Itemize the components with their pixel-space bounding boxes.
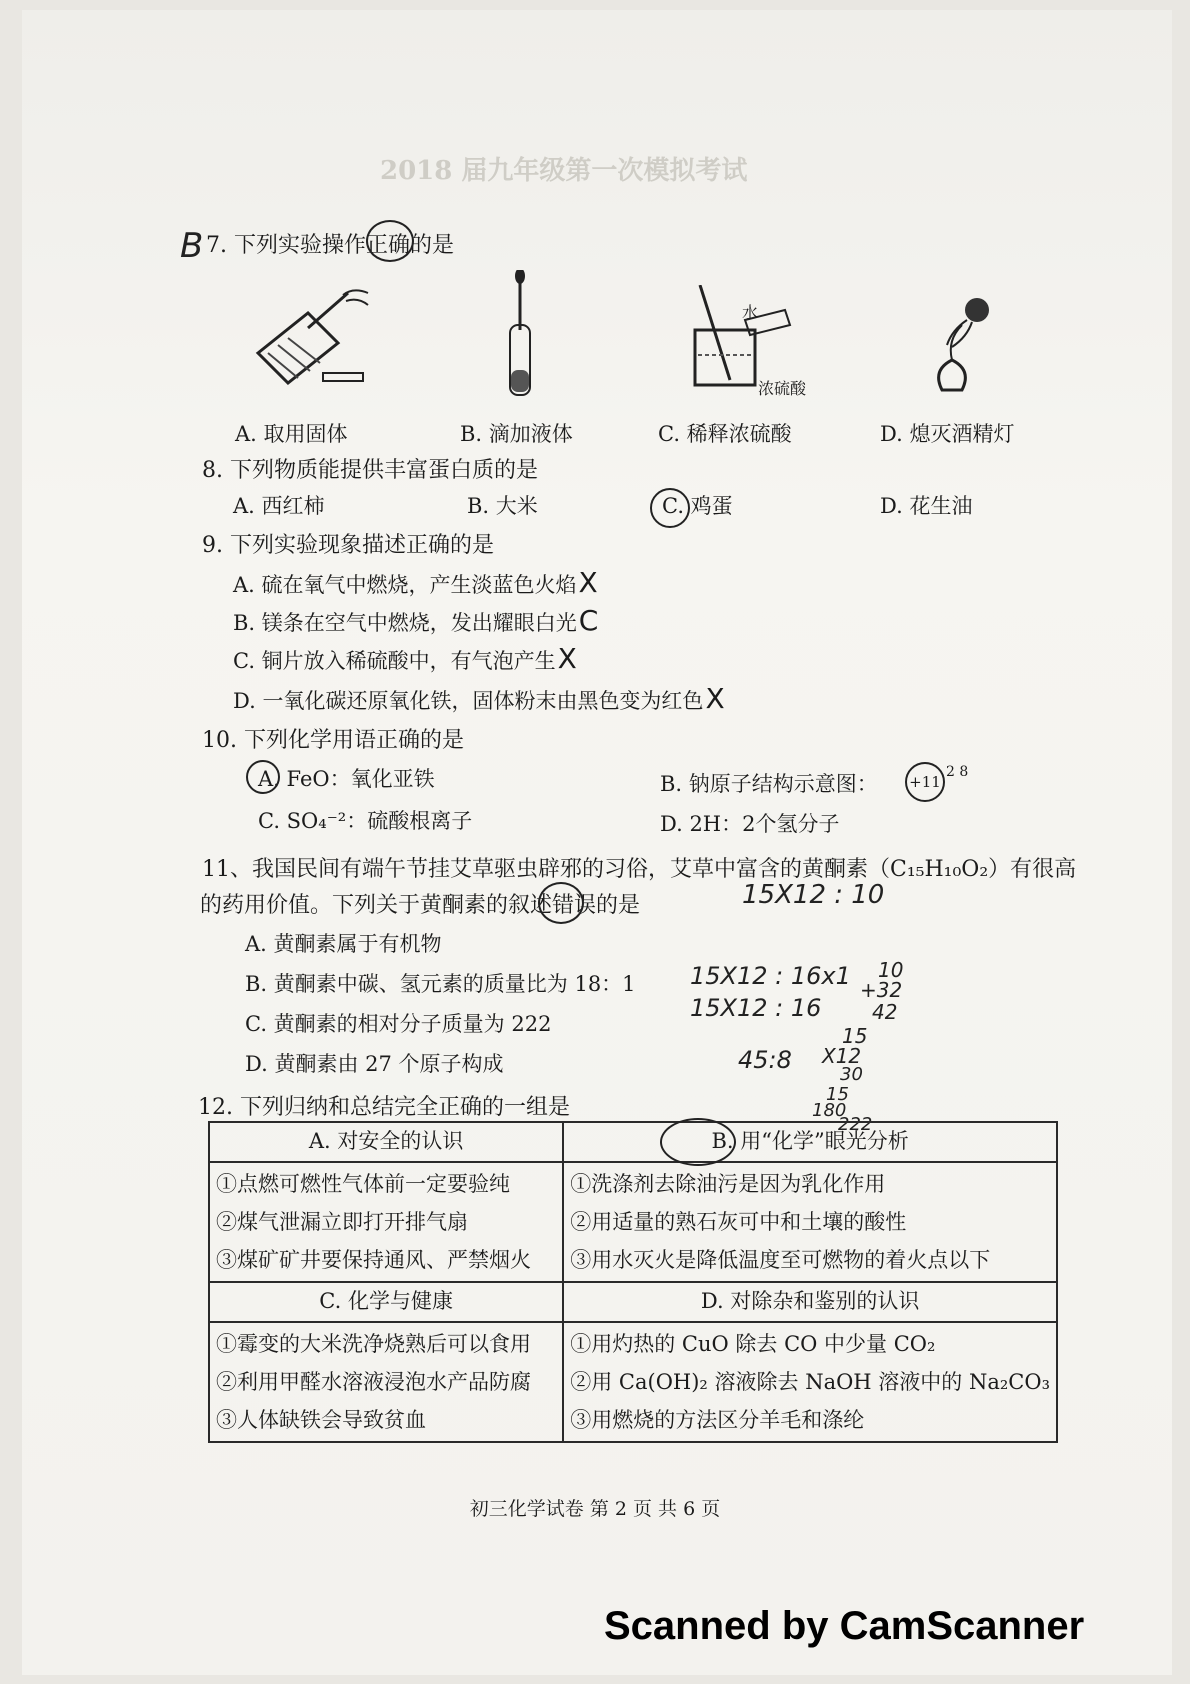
q8-option-c: C. 鸡蛋 <box>662 494 733 518</box>
q9-option-c: C. 铜片放入稀硫酸中，有气泡产生X <box>233 642 577 675</box>
atom-nucleus: +11 <box>905 762 945 802</box>
q7-option-d: D. 熄灭酒精灯 <box>880 422 1015 446</box>
list-item: ③煤矿矿井要保持通风、严禁烟火 <box>216 1248 531 1272</box>
answer-annotation: B <box>180 226 204 266</box>
handwritten-work: 15X12 : 10 <box>742 880 885 910</box>
pen-circle <box>650 488 690 528</box>
list-item: ②利用甲醛水溶液浸泡水产品防腐 <box>216 1370 531 1394</box>
question-11-stem-line2: 的药用价值。下列关于黄酮素的叙述错误的是 <box>200 893 641 918</box>
table-cell-d <box>563 1322 1057 1442</box>
q9-option-a: A. 硫在氧气中燃烧，产生淡蓝色火焰X <box>233 566 598 599</box>
figure-drop-liquid <box>500 270 540 400</box>
list-item: ②用 Ca(OH)₂ 溶液除去 NaOH 溶液中的 Na₂CO₃ <box>570 1370 1050 1394</box>
faded-heading: 2018 届九年级第一次模拟考试 <box>380 156 748 186</box>
handwritten-work: 222 <box>838 1114 873 1135</box>
scanner-watermark: Scanned by CamScanner <box>604 1604 1085 1648</box>
atom-shells: 2 8 <box>946 764 969 780</box>
q11-option-d: D. 黄酮素由 27 个原子构成 <box>245 1052 504 1076</box>
question-10-stem: 10. 下列化学用语正确的是 <box>202 728 464 753</box>
figure-take-solid <box>248 283 378 393</box>
table-header-b: B. 用“化学”眼光分析 <box>563 1122 1057 1162</box>
handwritten-work: 30 <box>840 1064 863 1085</box>
figure-alcohol-lamp <box>912 290 1012 400</box>
handwritten-work: 15X12 : 16 <box>690 994 822 1022</box>
pen-mark: X <box>578 566 598 599</box>
pen-circle <box>538 882 584 924</box>
label-conc-acid: 浓硫酸 <box>758 379 807 398</box>
q11-option-a: A. 黄酮素属于有机物 <box>245 932 442 956</box>
handwritten-work: +32 <box>860 978 903 1002</box>
pen-circle <box>366 220 414 262</box>
pen-circle <box>660 1118 736 1166</box>
table-cell-b <box>563 1162 1057 1282</box>
q7-option-b: B. 滴加液体 <box>460 422 573 446</box>
q9-option-b: B. 镁条在空气中燃烧，发出耀眼白光C <box>233 604 599 637</box>
list-item: ①霉变的大米洗净烧熟后可以食用 <box>216 1332 531 1356</box>
list-item: ③用水灭火是降低温度至可燃物的着火点以下 <box>570 1248 991 1272</box>
pen-mark: X <box>557 642 577 675</box>
q10-option-c: C. SO₄⁻²：硫酸根离子 <box>258 809 473 833</box>
page-footer: 初三化学试卷 第 2 页 共 6 页 <box>469 1498 721 1520</box>
table-cell-c <box>209 1322 563 1442</box>
handwritten-work: 180 <box>812 1100 847 1121</box>
q9-option-d: D. 一氧化碳还原氧化铁，固体粉末由黑色变为红色X <box>233 682 725 715</box>
q10-option-b: B. 钠原子结构示意图： <box>660 772 878 796</box>
q7-option-c: C. 稀释浓硫酸 <box>658 422 792 446</box>
q8-option-a: A. 西红柿 <box>233 494 325 518</box>
label-water: 水 <box>742 303 759 322</box>
list-item: ①洗涤剂去除油污是因为乳化作用 <box>570 1172 886 1196</box>
table-cell-a <box>209 1162 563 1282</box>
pen-mark: X <box>705 682 725 715</box>
q10-option-d: D. 2H：2个氢分子 <box>660 812 840 836</box>
handwritten-work: 45:8 <box>738 1046 792 1074</box>
list-item: ①用灼热的 CuO 除去 CO 中少量 CO₂ <box>570 1332 936 1356</box>
table-header-c: C. 化学与健康 <box>209 1282 563 1322</box>
handwritten-work: 15X12 : 16x1 <box>690 962 851 990</box>
q10-option-a: A. FeO：氧化亚铁 <box>258 767 435 791</box>
list-item: ②用适量的熟石灰可中和土壤的酸性 <box>570 1210 907 1234</box>
q7-option-a: A. 取用固体 <box>235 422 348 446</box>
list-item: ①点燃可燃性气体前一定要验纯 <box>216 1172 510 1196</box>
list-item: ③用燃烧的方法区分羊毛和涤纶 <box>570 1408 865 1432</box>
q11-option-c: C. 黄酮素的相对分子质量为 222 <box>245 1012 552 1036</box>
table-header-d: D. 对除杂和鉴别的认识 <box>563 1282 1057 1322</box>
table-header-a: A. 对安全的认识 <box>209 1122 563 1162</box>
list-item: ③人体缺铁会导致贫血 <box>216 1408 426 1432</box>
question-11-stem-line1: 11、我国民间有端午节挂艾草驱虫辟邪的习俗，艾草中富含的黄酮素（C₁₅H₁₀O₂）有很高 <box>202 857 1077 882</box>
pen-circle <box>246 760 280 794</box>
handwritten-work: 15 <box>842 1024 868 1048</box>
list-item: ②煤气泄漏立即打开排气扇 <box>216 1210 468 1234</box>
q8-option-d: D. 花生油 <box>880 494 973 518</box>
question-12-stem: 12. 下列归纳和总结完全正确的一组是 <box>198 1095 570 1120</box>
handwritten-work: 42 <box>872 1000 898 1024</box>
handwritten-work: 10 <box>878 958 904 982</box>
summary-table <box>208 1121 1058 1443</box>
pen-mark: C <box>578 604 599 637</box>
q8-option-b: B. 大米 <box>467 494 538 518</box>
question-7-stem: 7. 下列实验操作正确的是 <box>206 233 454 258</box>
question-8-stem: 8. 下列物质能提供丰富蛋白质的是 <box>202 458 538 483</box>
handwritten-work: 15 <box>826 1084 849 1105</box>
q11-option-b: B. 黄酮素中碳、氢元素的质量比为 18：1 <box>245 972 636 996</box>
handwritten-work: X12 <box>822 1044 862 1068</box>
question-9-stem: 9. 下列实验现象描述正确的是 <box>202 533 494 558</box>
